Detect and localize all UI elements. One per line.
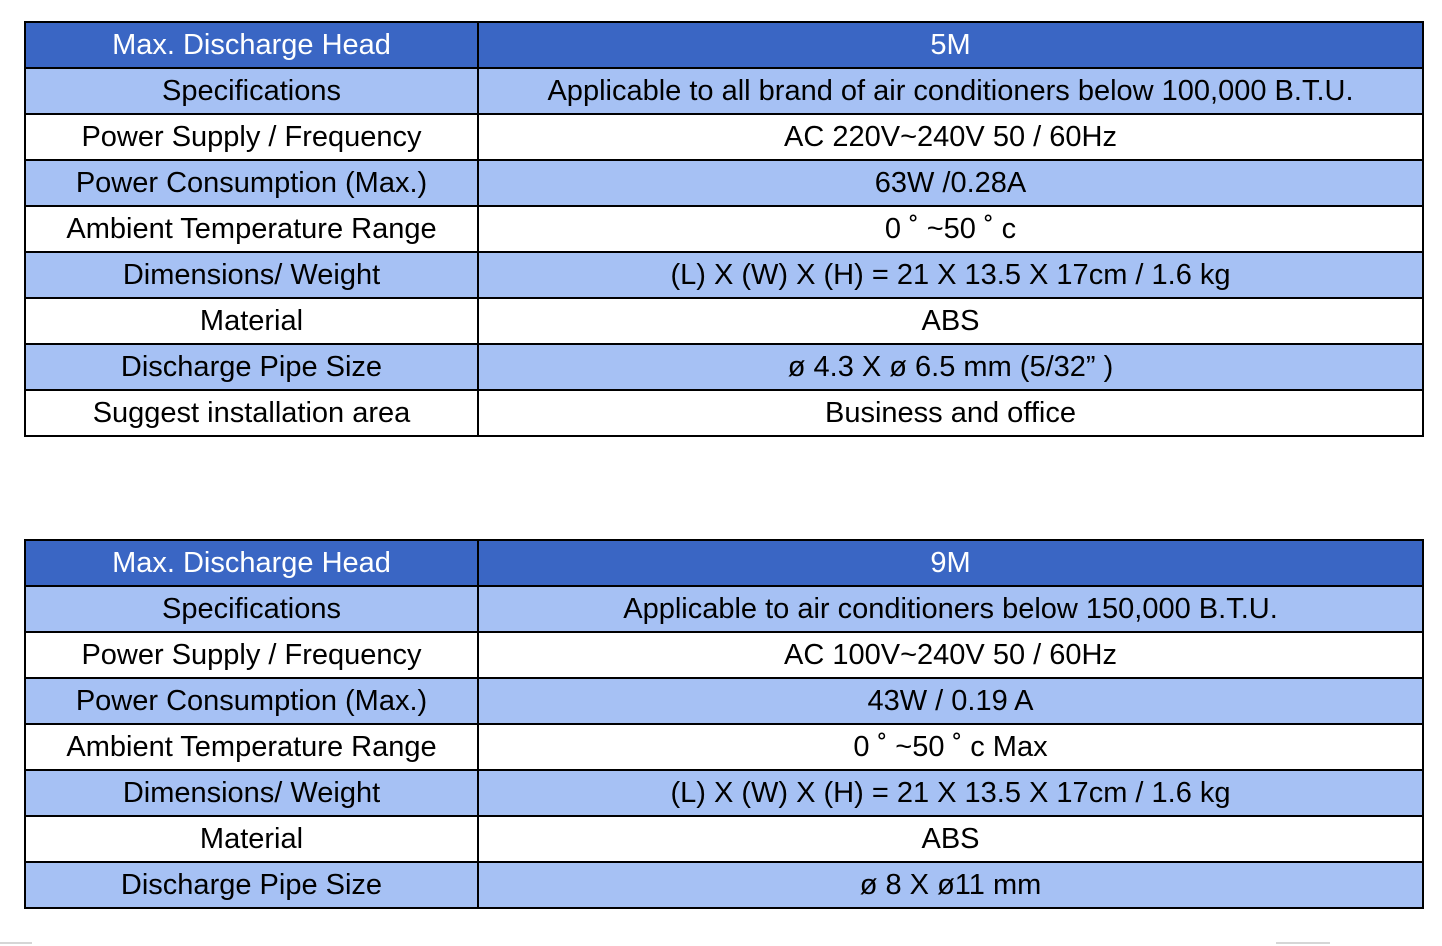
spec-label: Suggest installation area: [25, 390, 478, 436]
spec-value: ABS: [478, 816, 1423, 862]
spec-value: AC 100V~240V 50 / 60Hz: [478, 632, 1423, 678]
spec-label: Power Supply / Frequency: [25, 114, 478, 160]
spec-value: 0 ˚ ~50 ˚ c: [478, 206, 1423, 252]
spec-label: Ambient Temperature Range: [25, 206, 478, 252]
spec-label: Material: [25, 816, 478, 862]
spec-value: ABS: [478, 298, 1423, 344]
spec-value: 0 ˚ ~50 ˚ c Max: [478, 724, 1423, 770]
spec-label: Ambient Temperature Range: [25, 724, 478, 770]
spec-value: 43W / 0.19 A: [478, 678, 1423, 724]
table-row: [25, 206, 1423, 252]
spec-value: 5M: [478, 22, 1423, 68]
spec-value: Business and office: [478, 390, 1423, 436]
table-row: [25, 724, 1423, 770]
spec-label: Specifications: [25, 586, 478, 632]
spec-value: AC 220V~240V 50 / 60Hz: [478, 114, 1423, 160]
spec-value: 9M: [478, 540, 1423, 586]
spec-label: Dimensions/ Weight: [25, 252, 478, 298]
spec-label: Discharge Pipe Size: [25, 344, 478, 390]
spec-label: Discharge Pipe Size: [25, 862, 478, 908]
table-row: [25, 68, 1423, 114]
table-row: [25, 816, 1423, 862]
spec-label: Max. Discharge Head: [25, 22, 478, 68]
spec-table-5m: [24, 21, 1424, 437]
spec-label: Dimensions/ Weight: [25, 770, 478, 816]
page-edge-mark-left: [0, 942, 32, 944]
spec-value: (L) X (W) X (H) = 21 X 13.5 X 17cm / 1.6 kg: [478, 252, 1423, 298]
table-row: [25, 678, 1423, 724]
table-row: [25, 344, 1423, 390]
spec-value: ø 8 X ø11 mm: [478, 862, 1423, 908]
table-row: [25, 862, 1423, 908]
table-row: [25, 540, 1423, 586]
spec-value: Applicable to all brand of air conditioners below 100,000 B.T.U.: [478, 68, 1423, 114]
table-row: [25, 22, 1423, 68]
table-row: [25, 160, 1423, 206]
table-row: [25, 114, 1423, 160]
table-row: [25, 632, 1423, 678]
spec-label: Material: [25, 298, 478, 344]
spec-value: Applicable to air conditioners below 150,000 B.T.U.: [478, 586, 1423, 632]
spec-label: Power Supply / Frequency: [25, 632, 478, 678]
spec-table-9m: [24, 539, 1424, 909]
spec-label: Power Consumption (Max.): [25, 160, 478, 206]
table-row: [25, 770, 1423, 816]
spec-value: (L) X (W) X (H) = 21 X 13.5 X 17cm / 1.6 kg: [478, 770, 1423, 816]
spec-value: ø 4.3 X ø 6.5 mm (5/32” ): [478, 344, 1423, 390]
table-row: [25, 586, 1423, 632]
table-row: [25, 298, 1423, 344]
page-edge-mark-right: [1276, 942, 1330, 944]
spec-label: Power Consumption (Max.): [25, 678, 478, 724]
spec-label: Max. Discharge Head: [25, 540, 478, 586]
table-row: [25, 252, 1423, 298]
spec-value: 63W /0.28A: [478, 160, 1423, 206]
table-row: [25, 390, 1423, 436]
spec-label: Specifications: [25, 68, 478, 114]
